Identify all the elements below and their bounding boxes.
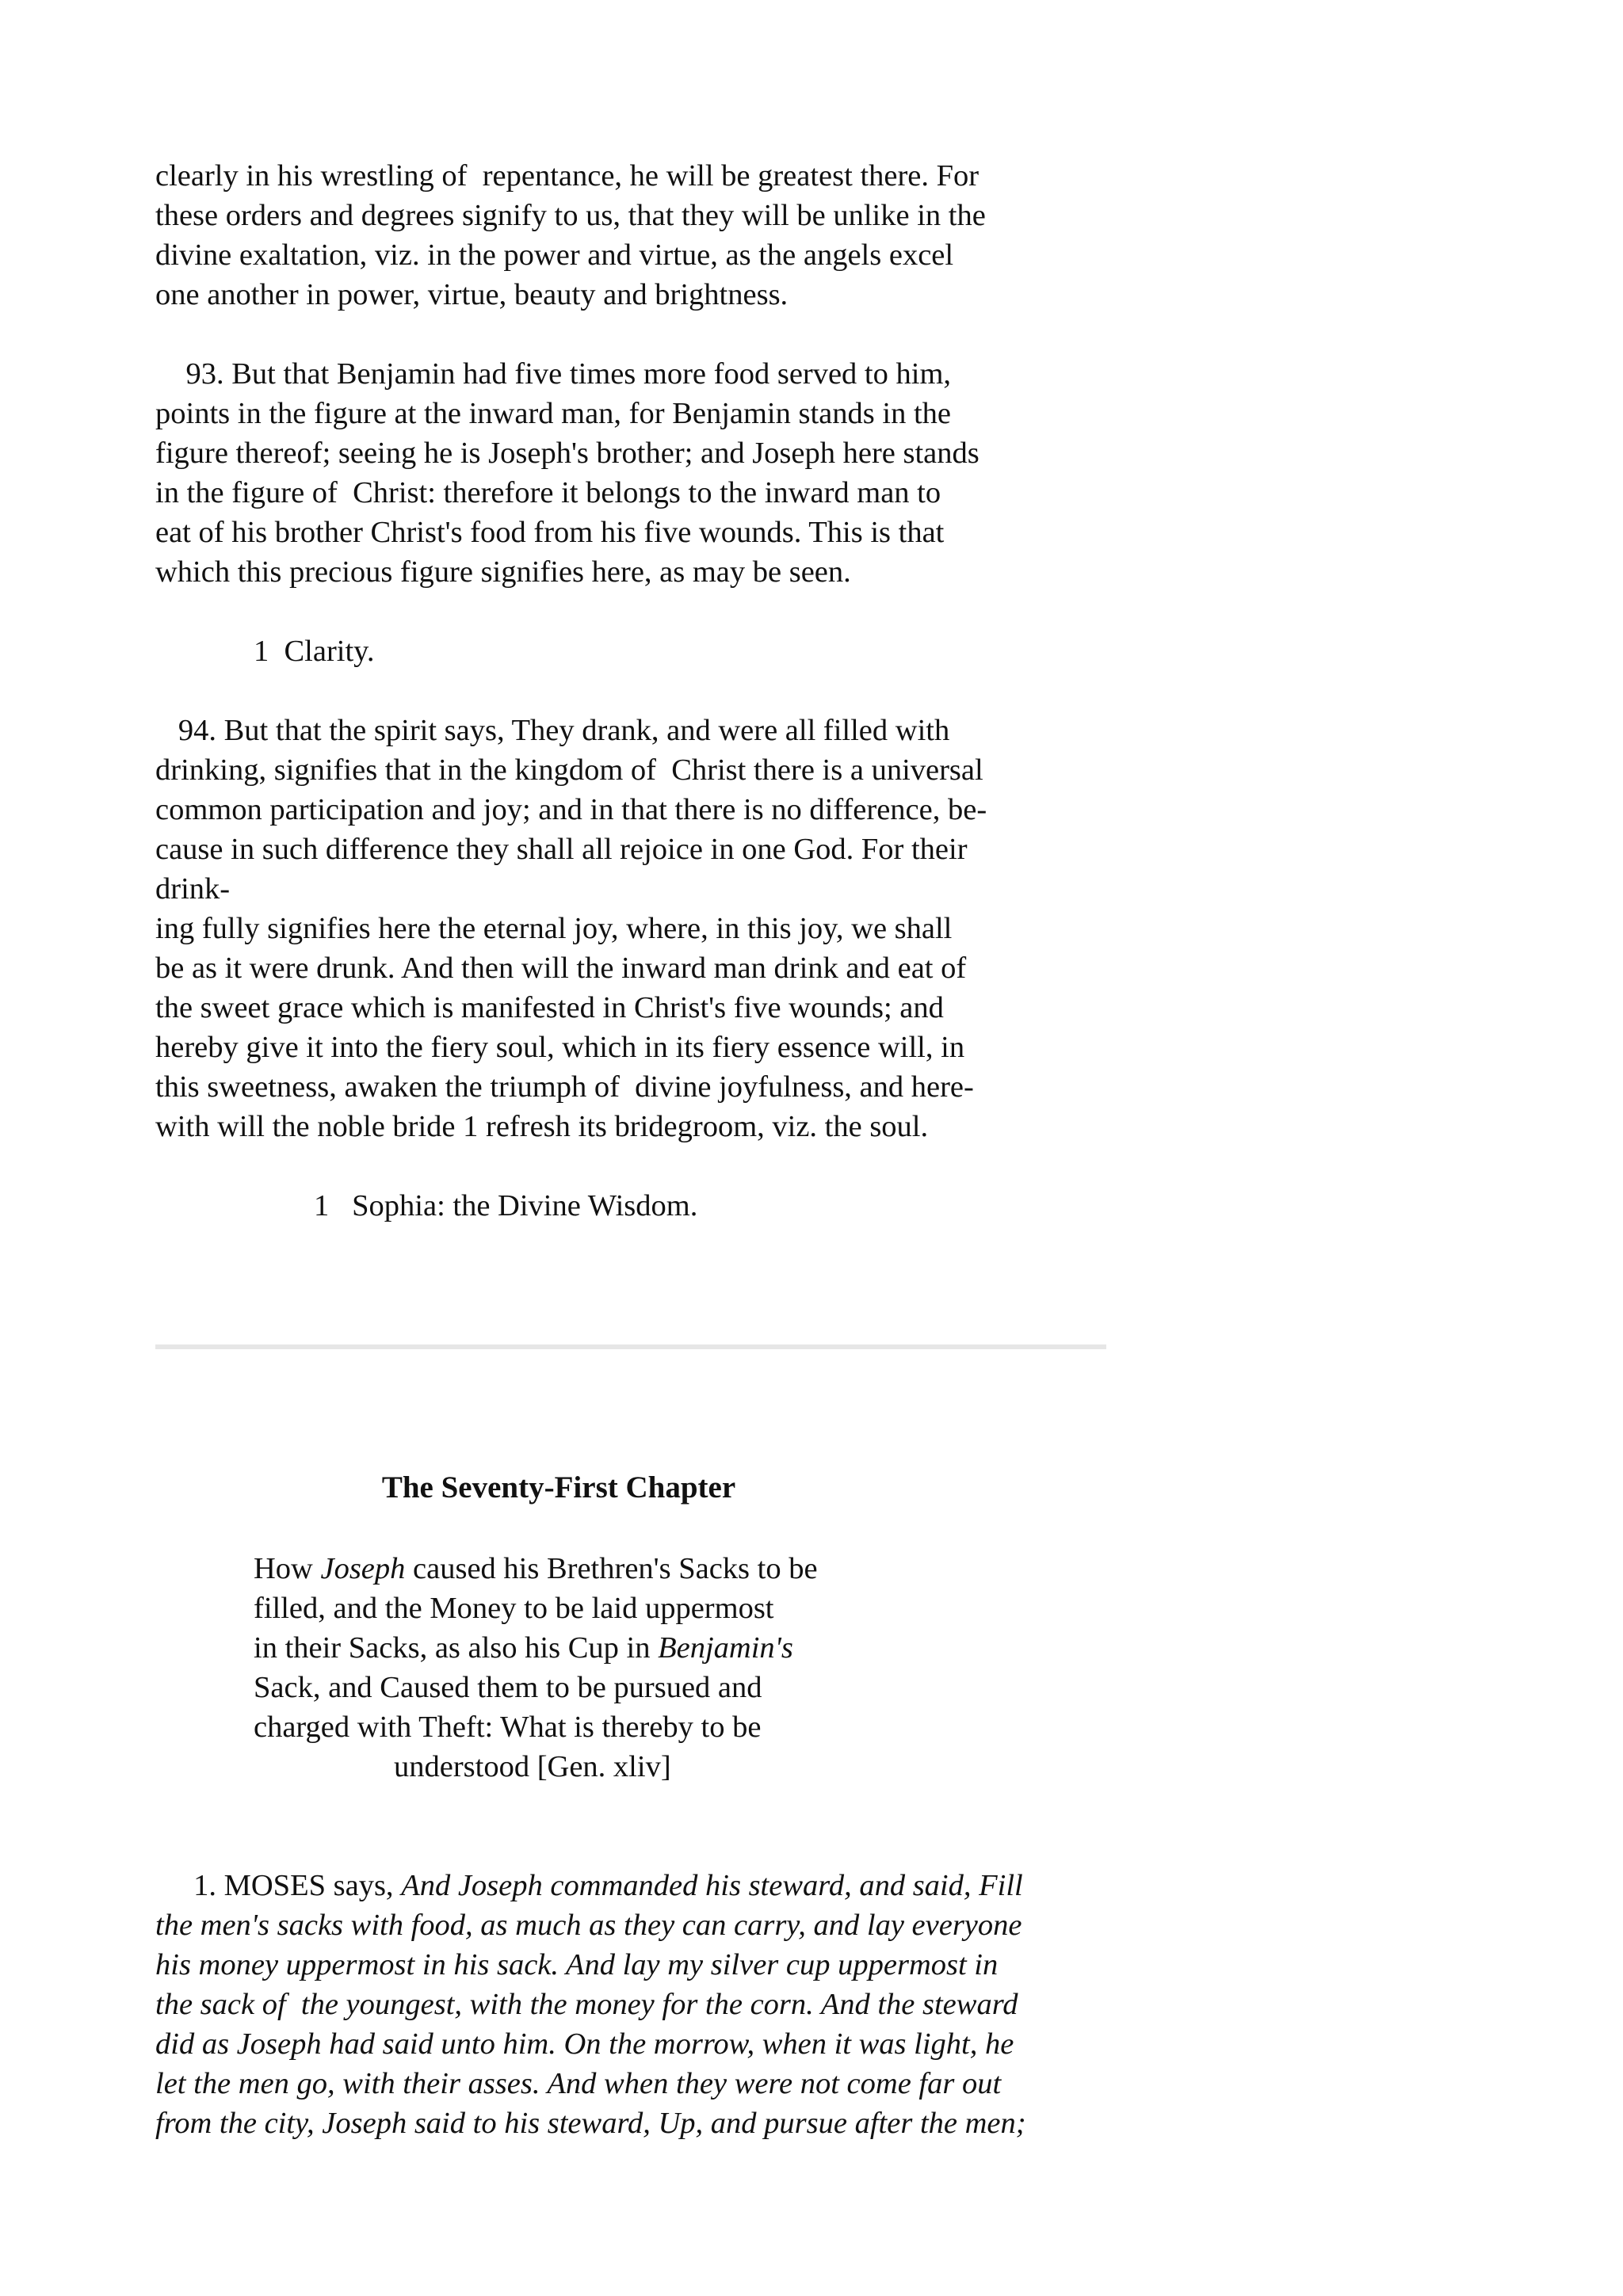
text-line: common participation and joy; and in that there is no difference, be- (155, 793, 987, 826)
text-line: points in the figure at the inward man, for Benjamin stands in the (155, 397, 951, 430)
text-line: clearly in his wrestling of repentance, he will be greatest there. For (155, 159, 980, 193)
text-line (155, 1866, 1023, 1905)
text-line: drinking, signifies that in the kingdom of Christ there is a universal (155, 753, 983, 787)
text-line: the sack of the youngest, with the money for the corn. And the steward (155, 1988, 1018, 2021)
text-line: hereby give it into the fiery soul, which in its fiery essence will, in (155, 1031, 965, 1064)
text-line: these orders and degrees signify to us, that they will be unlike in the (155, 199, 986, 232)
text-line: the men's sacks with food, as much as they can carry, and lay everyone (155, 1909, 1022, 1942)
text-line: with will the noble bride 1 refresh its bridegroom, viz. the soul. (155, 1110, 929, 1143)
footnote: 1 Clarity. (254, 635, 375, 668)
text-line: figure thereof; seeing he is Joseph's brother; and Joseph here stands (155, 437, 980, 470)
subtitle-text-italic: Joseph (320, 1552, 406, 1585)
text-line: his money uppermost in his sack. And lay my silver cup uppermost in (155, 1948, 999, 1981)
text-line: let the men go, with their asses. And when they were not come far out (155, 2067, 1002, 2100)
chapter-subtitle-line: Sack, and Caused them to be pursued and (254, 1671, 762, 1704)
text-line: 93. But that Benjamin had five times more food served to him, (155, 357, 952, 391)
text-line: the sweet grace which is manifested in Christ's five wounds; and (155, 991, 944, 1024)
subtitle-text: caused his Brethren's Sacks to be (405, 1552, 818, 1585)
text-line: eat of his brother Christ's food from his five wounds. This is that (155, 516, 945, 549)
paragraph-text-italic: And Joseph commanded his steward, and said, Fill (401, 1869, 1023, 1902)
text-line: in the figure of Christ: therefore it belongs to the inward man to (155, 476, 941, 509)
paragraph-lead: 1. MOSES says, (155, 1869, 402, 1902)
subtitle-text: in their Sacks, as also his Cup in (254, 1631, 659, 1665)
subtitle-text: How (254, 1552, 321, 1585)
chapter-subtitle-line: charged with Theft: What is thereby to be (254, 1711, 762, 1744)
text-line: drink- (155, 872, 231, 906)
text-line: be as it were drunk. And then will the inward man drink and eat of (155, 952, 967, 985)
text-line: which this precious figure signifies here, as may be seen. (155, 555, 851, 589)
text-line: 94. But that the spirit says, They drank, and were all filled with (155, 714, 950, 747)
section-divider (155, 1344, 1106, 1349)
chapter-subtitle-line (254, 1549, 818, 1589)
text-line: ing fully signifies here the eternal joy, where, in this joy, we shall (155, 912, 953, 945)
text-line: one another in power, virtue, beauty and brightness. (155, 278, 789, 311)
subtitle-text-italic: Benjamin's (658, 1631, 793, 1665)
text-line: from the city, Joseph said to his steward, Up, and pursue after the men; (155, 2107, 1026, 2140)
text-line: divine exaltation, viz. in the power and virtue, as the angels excel (155, 238, 954, 272)
footnote: 1 Sophia: the Divine Wisdom. (314, 1189, 698, 1222)
chapter-subtitle-line (254, 1628, 793, 1668)
chapter-subtitle-line: understood [Gen. xliv] (394, 1750, 671, 1783)
text-line: cause in such difference they shall all rejoice in one God. For their (155, 833, 968, 866)
chapter-subtitle-line: filled, and the Money to be laid uppermost (254, 1592, 774, 1625)
chapter-title: The Seventy-First Chapter (381, 1470, 736, 1505)
text-line: did as Joseph had said unto him. On the morrow, when it was light, he (155, 2027, 1014, 2061)
text-line: this sweetness, awaken the triumph of divine joyfulness, and here- (155, 1070, 974, 1104)
